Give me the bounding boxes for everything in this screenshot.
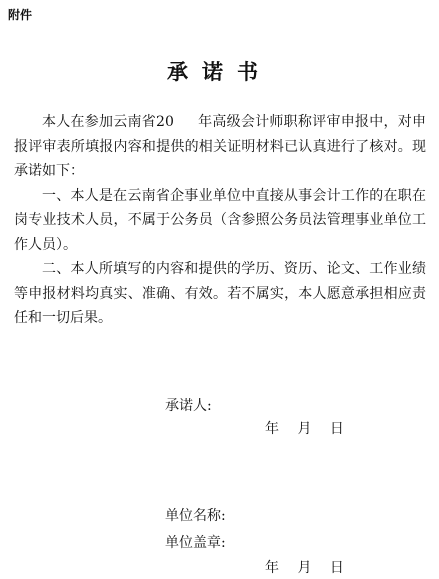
paragraph-commitment-2: 二、本人所填写的内容和提供的学历、资历、论文、工作业绩等申报材料均真实、准确、有效。若不属实，本人愿意承担相应责任和一切后果。 [14, 261, 426, 326]
promiser-label: 承诺人: [165, 398, 212, 414]
paragraph-commitment-1: 一、本人是在云南省企事业单位中直接从事会计工作的在职在岗专业技术人员，不属于公务员（含参照公务员法管理事业单位工作人员）。 [14, 187, 426, 253]
document-body [14, 110, 426, 331]
unit-name-label: 单位名称: [165, 508, 226, 524]
paragraph-intro-start: 本人在参加云南省20 [42, 114, 174, 130]
paragraph-intro-end: 年高级会计师职称评审申报中，对申报评审表所填报内容和提供的相关证明材料已认真进行了核对。现承诺如下： [14, 114, 426, 179]
unit-seal-label: 单位盖章: [165, 535, 226, 551]
document-title: 承诺书 [167, 59, 272, 84]
unit-date: 年 月 日 [265, 560, 344, 576]
attachment-label: 附件 [8, 8, 33, 22]
promiser-date: 年 月 日 [265, 421, 344, 437]
paragraph-intro [14, 110, 426, 184]
